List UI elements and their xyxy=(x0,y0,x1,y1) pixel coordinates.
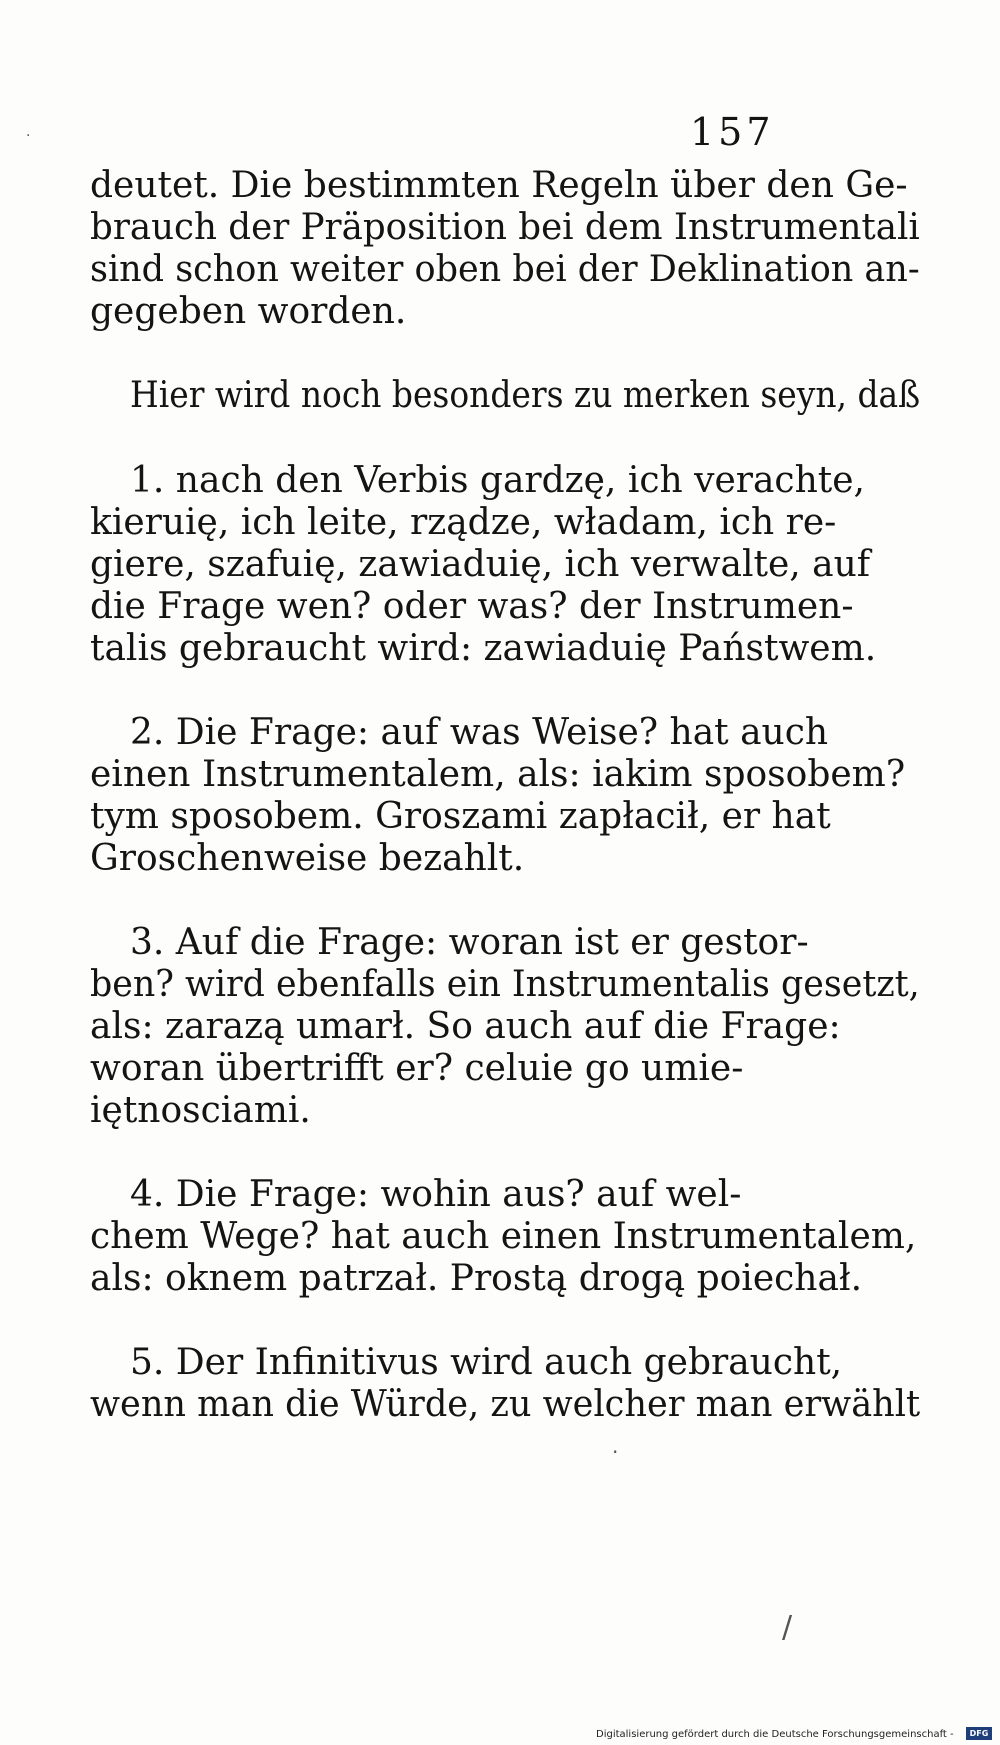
text-line: wenn man die Würde, zu welcher man erwählt xyxy=(90,1384,921,1425)
scan-speck: · xyxy=(26,128,31,144)
text-line: sind schon weiter oben bei der Deklination an- xyxy=(90,249,920,290)
text-line: 1. nach den Verbis gardzę, ich verachte, xyxy=(130,460,865,501)
text-line: ben? wird ebenfalls ein Instrumentalis gesetzt, xyxy=(90,964,920,1005)
scan-speck: · xyxy=(612,1440,619,1464)
dfg-logo: DFG xyxy=(966,1727,992,1740)
text-line: talis gebraucht wird: zawiaduię Państwem. xyxy=(90,628,877,669)
scan-mark: / xyxy=(782,1610,793,1645)
text-line: chem Wege? hat auch einen Instrumentalem, xyxy=(90,1216,917,1257)
text-line: 2. Die Frage: auf was Weise? hat auch xyxy=(130,712,829,753)
text-line: die Frage wen? oder was? der Instrumen- xyxy=(90,586,854,627)
text-line: 4. Die Frage: wohin aus? auf wel- xyxy=(130,1174,742,1215)
text-line: als: zarazą umarł. So auch auf die Frage: xyxy=(90,1006,841,1047)
text-line: 5. Der Infinitivus wird auch gebraucht, xyxy=(130,1342,843,1383)
text-line: gegeben worden. xyxy=(90,291,407,332)
text-line: woran übertrifft er? celuie go umie- xyxy=(90,1048,744,1089)
text-line: brauch der Präposition bei dem Instrumentali xyxy=(90,207,920,248)
page-number: 157 xyxy=(690,110,775,154)
text-line: iętnosciami. xyxy=(90,1090,311,1131)
text-line: Hier wird noch besonders zu merken seyn, daß xyxy=(130,375,921,416)
text-line: deutet. Die bestimmten Regeln über den Ge- xyxy=(90,165,908,206)
text-line: kieruię, ich leite, rządze, władam, ich re- xyxy=(90,502,837,543)
text-line: Groschenweise bezahlt. xyxy=(90,838,525,879)
digitization-credit: Digitalisierung gefördert durch die Deutsche Forschungsgemeinschaft - xyxy=(596,1729,954,1740)
text-line: tym sposobem. Groszami zapłacił, er hat xyxy=(90,796,831,837)
text-line: giere, szafuię, zawiaduię, ich verwalte, auf xyxy=(90,544,871,585)
text-line: 3. Auf die Frage: woran ist er gestor- xyxy=(130,922,809,963)
text-line: als: oknem patrzał. Prostą drogą poiechał. xyxy=(90,1258,863,1299)
text-line: einen Instrumentalem, als: iakim sposobem? xyxy=(90,754,906,795)
